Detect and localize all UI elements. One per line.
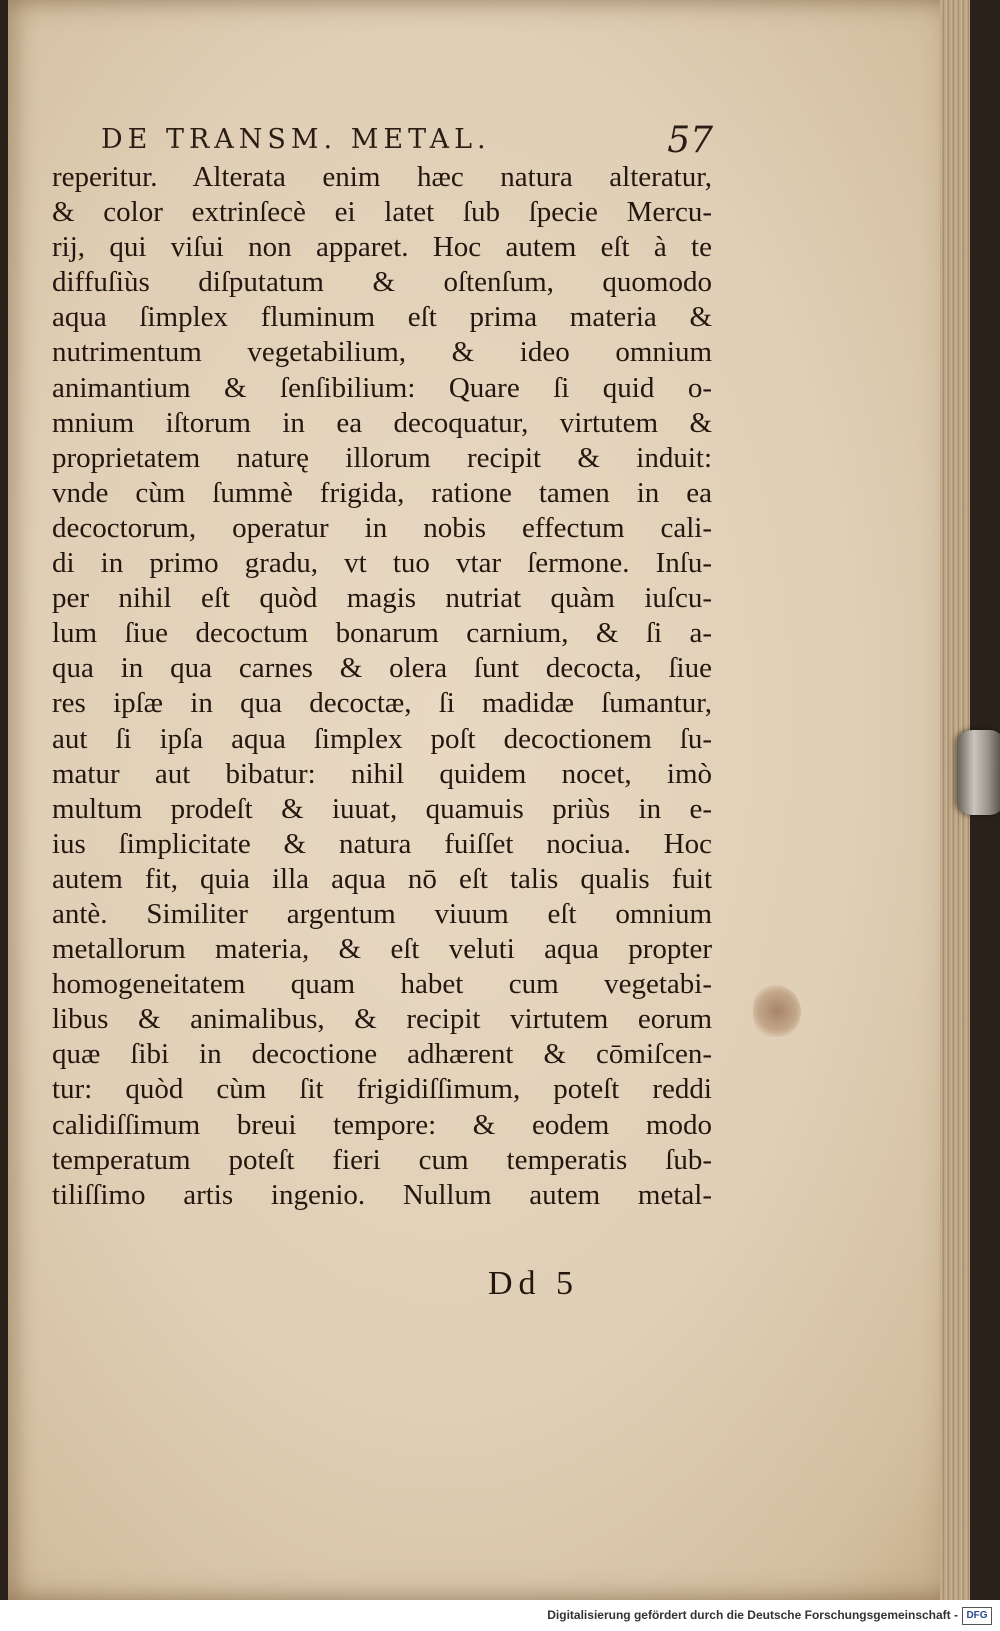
text-line: multum prodeſt & iuuat, quamuis priùs in e- xyxy=(52,792,712,825)
text-line: rij, qui viſui non apparet. Hoc autem eſt à te xyxy=(52,231,712,264)
text-line: decoctorum, operatur in nobis effectum cali- xyxy=(52,511,712,544)
text-line: autem fit, quia illa aqua nō eſt talis qualis fuit xyxy=(52,862,712,895)
page-header xyxy=(101,120,713,160)
text-line: res ipſæ in qua decoctæ, ſi madidæ ſumantur, xyxy=(52,687,712,720)
text-line: libus & animalibus, & recipit virtutem eorum xyxy=(52,1003,712,1036)
text-line: homogeneitatem quam habet cum vegetabi- xyxy=(52,968,712,1001)
ink-stain xyxy=(753,985,801,1037)
text-line: per nihil eſt quòd magis nutriat quàm iuſcu- xyxy=(52,582,712,615)
text-line: & color extrinſecè ei latet ſub ſpecie Mercu- xyxy=(52,196,712,229)
book-clasp xyxy=(958,730,1000,815)
text-line: antè. Similiter argentum viuum eſt omnium xyxy=(52,897,712,930)
text-line: ius ſimplicitate & natura fuiſſet nociua. Hoc xyxy=(52,827,712,860)
text-line: reperitur. Alterata enim hæc natura alteratur, xyxy=(52,161,712,193)
text-line: aut ſi ipſa aqua ſimplex poſt decoctionem ſu- xyxy=(52,722,712,755)
text-line: mnium iſtorum in ea decoquatur, virtutem & xyxy=(52,406,712,439)
text-line: quæ ſibi in decoctione adhærent & cōmiſcen- xyxy=(52,1038,712,1071)
text-line: metallorum materia, & eſt veluti aqua propter xyxy=(52,933,712,966)
text-line: tiliſſimo artis ingenio. Nullum autem metal- xyxy=(52,1178,712,1211)
footer-credit: Digitalisierung gefördert durch die Deutsche Forschungsgemeinschaft - xyxy=(547,1608,958,1622)
text-line: diffuſiùs diſputatum & oſtenſum, quomodo xyxy=(52,266,712,299)
text-line: aqua ſimplex fluminum eſt prima materia & xyxy=(52,301,712,334)
body-text xyxy=(52,160,712,1213)
text-line: vnde cùm ſummè frigida, ratione tamen in ea xyxy=(52,476,712,509)
text-line: proprietatem naturę illorum recipit & induit: xyxy=(52,441,712,474)
text-line: animantium & ſenſibilium: Quare ſi quid o- xyxy=(52,371,712,404)
text-line: calidiſſimum breui tempore: & eodem modo xyxy=(52,1108,712,1141)
text-line: matur aut bibatur: nihil quidem nocet, imò xyxy=(52,757,712,790)
running-head: DE TRANSM. METAL. xyxy=(101,124,491,155)
text-line: di in primo gradu, vt tuo vtar ſermone. Inſu- xyxy=(52,547,712,580)
text-line: lum ſiue decoctum bonarum carnium, & ſi a- xyxy=(52,617,712,650)
signature-mark: Dd 5 xyxy=(488,1265,580,1302)
page-number: 57 xyxy=(667,120,713,161)
text-line: nutrimentum vegetabilium, & ideo omnium xyxy=(52,336,712,369)
footer-bar xyxy=(0,1600,1000,1631)
dfg-logo: DFG xyxy=(962,1607,992,1625)
paper-page xyxy=(8,0,970,1600)
text-line: temperatum poteſt fieri cum temperatis ſub- xyxy=(52,1143,712,1176)
text-line: tur: quòd cùm ſit frigidiſſimum, poteſt reddi xyxy=(52,1073,712,1106)
text-line: qua in qua carnes & olera ſunt decocta, ſiue xyxy=(52,652,712,685)
